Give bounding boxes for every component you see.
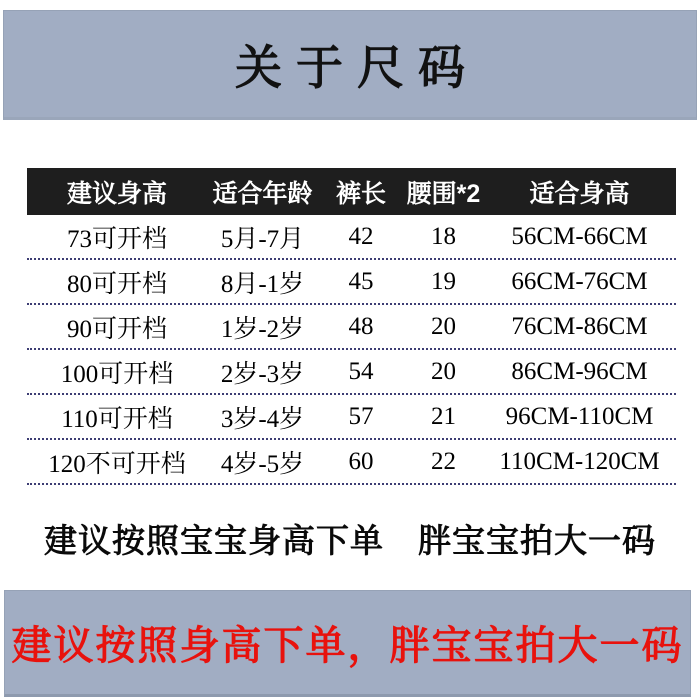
cell-age: 1岁-2岁 <box>220 315 305 343</box>
sizing-warning-text: 建议按照身高下单，胖宝宝拍大一码 <box>11 624 684 668</box>
cell-age: 3岁-4岁 <box>220 405 305 433</box>
sizing-warning-banner <box>4 590 691 697</box>
cell-age: 5月-7月 <box>220 225 305 253</box>
col-header-waist-x2: 腰围*2 <box>406 179 481 208</box>
cell-age: 8月-1岁 <box>220 270 305 298</box>
cell-size: 120不可开档 <box>48 450 186 478</box>
cell-height-range: 86CM-96CM <box>511 357 648 385</box>
cell-size: 80可开档 <box>66 270 167 298</box>
col-header-pants-length: 裤长 <box>335 179 386 208</box>
col-header-suitable-age: 适合年龄 <box>212 179 313 208</box>
cell-waist: 20 <box>431 312 456 340</box>
table-row <box>27 215 676 260</box>
cell-height-range: 56CM-66CM <box>511 222 648 250</box>
cell-waist: 21 <box>431 402 456 430</box>
cell-pant-length: 54 <box>348 357 374 385</box>
col-header-suggested-height: 建议身高 <box>66 179 167 208</box>
size-info-header-banner <box>3 10 697 120</box>
size-chart-table <box>27 168 676 485</box>
cell-waist: 22 <box>431 447 456 475</box>
cell-size: 110可开档 <box>61 405 173 433</box>
cell-height-range: 96CM-110CM <box>505 402 654 430</box>
cell-pant-length: 42 <box>348 222 374 250</box>
sizing-advice-note: 建议按照宝宝身高下单 胖宝宝拍大一码 <box>44 522 656 559</box>
col-header-fit-height: 适合身高 <box>529 179 630 208</box>
cell-height-range: 110CM-120CM <box>499 447 660 475</box>
cell-pant-length: 57 <box>348 402 374 430</box>
cell-waist: 18 <box>431 222 456 250</box>
cell-size: 73可开档 <box>66 225 167 253</box>
cell-age: 2岁-3岁 <box>220 360 305 388</box>
cell-height-range: 76CM-86CM <box>511 312 648 340</box>
cell-waist: 20 <box>431 357 456 385</box>
table-row <box>27 440 676 485</box>
table-header-row <box>27 168 676 215</box>
cell-waist: 19 <box>431 267 456 295</box>
cell-size: 90可开档 <box>66 315 167 343</box>
cell-pant-length: 48 <box>348 312 374 340</box>
table-row <box>27 395 676 440</box>
cell-height-range: 66CM-76CM <box>511 267 648 295</box>
cell-age: 4岁-5岁 <box>220 450 305 478</box>
table-row <box>27 260 676 305</box>
table-row <box>27 305 676 350</box>
table-row <box>27 350 676 395</box>
cell-pant-length: 60 <box>348 447 374 475</box>
cell-pant-length: 45 <box>348 267 374 295</box>
page-title: 关于尺码 <box>235 42 479 95</box>
cell-size: 100可开档 <box>60 360 174 388</box>
